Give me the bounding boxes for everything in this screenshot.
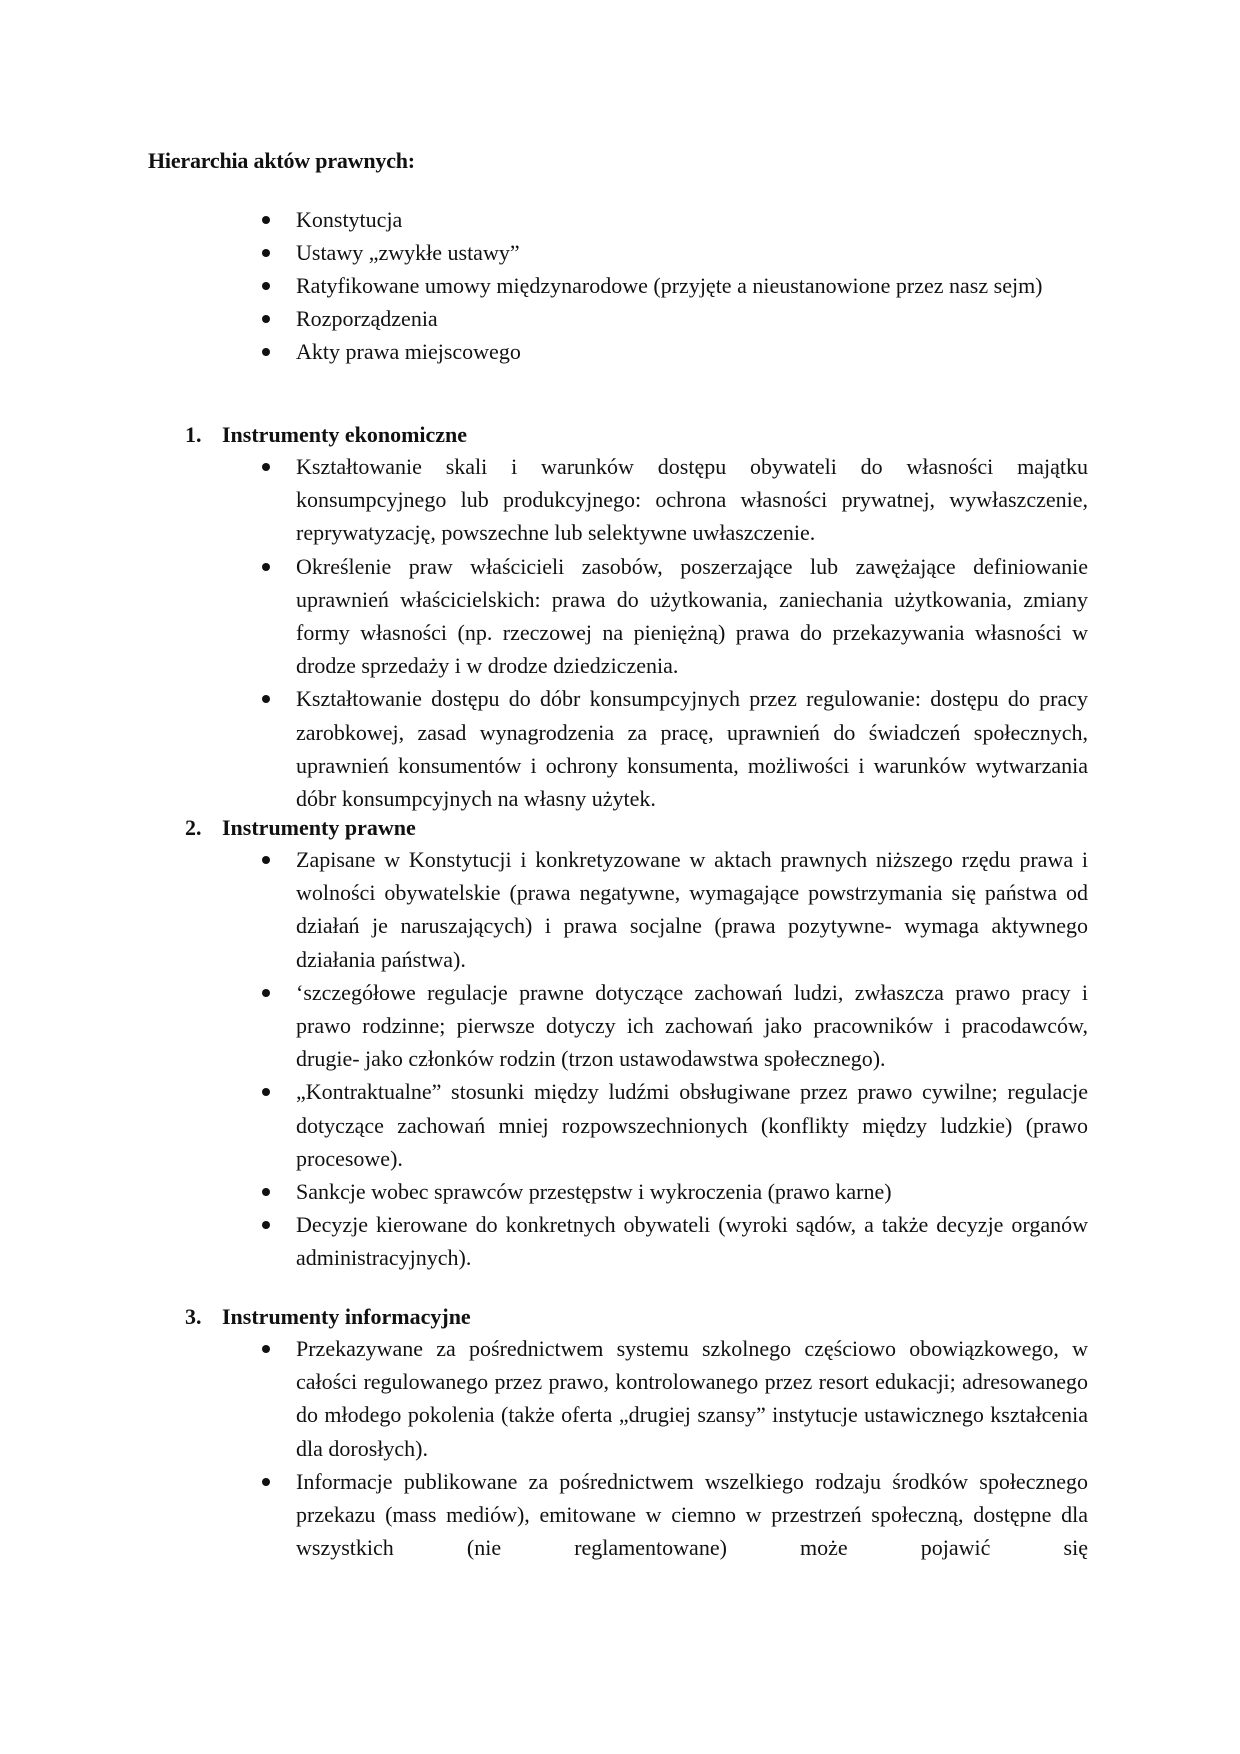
section-list xyxy=(262,1332,1088,1564)
section-list xyxy=(262,450,1088,815)
bullet-icon xyxy=(262,315,270,323)
section-title: Instrumenty prawne xyxy=(222,815,416,840)
bullet-icon xyxy=(262,1188,270,1196)
bullet-icon xyxy=(262,1221,270,1229)
bullet-icon xyxy=(262,348,270,356)
list-item: Sankcje wobec sprawców przestępstw i wykroczenia (prawo karne) xyxy=(262,1175,1088,1208)
section-heading xyxy=(185,1302,1090,1332)
bullet-icon xyxy=(262,563,270,571)
hierarchy-item: Konstytucja xyxy=(262,203,1092,236)
section-number: 1. xyxy=(185,422,202,447)
bullet-icon xyxy=(262,282,270,290)
bullet-icon xyxy=(262,989,270,997)
section-title: Instrumenty ekonomiczne xyxy=(222,422,468,447)
bullet-icon xyxy=(262,1345,270,1353)
section-number: 2. xyxy=(185,815,202,840)
list-item: Określenie praw właścicieli zasobów, poszerzające lub zawężające definiowanie uprawnień właścicielskich: prawa do użytkowania, zaniechania użytkowania, zmiany formy własności (np. rzeczowej na pieniężną) prawa do przekazywania własności w drodze sprzedaży i w drodze dziedziczenia. xyxy=(262,550,1088,683)
bullet-icon xyxy=(262,1088,270,1096)
hierarchy-list xyxy=(262,203,1092,368)
section-legal-instruments xyxy=(185,813,1090,1275)
section-heading xyxy=(185,813,1090,843)
document-title: Hierarchia aktów prawnych: xyxy=(148,148,415,173)
list-item: Zapisane w Konstytucji i konkretyzowane w aktach prawnych niższego rzędu prawa i wolności obywatelskie (prawa negatywne, wymagające powstrzymania się państwa od działań je naruszających) i prawa socjalne (prawa pozytywne- wymaga aktywnego działania państwa). xyxy=(262,843,1088,976)
section-information-instruments xyxy=(185,1302,1090,1564)
bullet-icon xyxy=(262,463,270,471)
section-number: 3. xyxy=(185,1304,202,1329)
section-economic-instruments xyxy=(185,420,1090,815)
list-item: ‘szczegółowe regulacje prawne dotyczące zachowań ludzi, zwłaszcza prawo pracy i prawo rodzinne; pierwsze dotyczy ich zachowań jako pracowników i pracodawców, drugie- jako członków rodzin (trzon ustawodawstwa społecznego). xyxy=(262,976,1088,1076)
hierarchy-item: Ustawy „zwykłe ustawy” xyxy=(262,236,1092,269)
list-item: Przekazywane za pośrednictwem systemu szkolnego częściowo obowiązkowego, w całości regulowanego przez prawo, kontrolowanego przez resort edukacji; adresowanego do młodego pokolenia (także oferta „drugiej szansy” instytucje ustawicznego kształcenia dla dorosłych). xyxy=(262,1332,1088,1465)
section-heading xyxy=(185,420,1090,450)
hierarchy-item: Rozporządzenia xyxy=(262,302,1092,335)
hierarchy-item: Akty prawa miejscowego xyxy=(262,335,1092,368)
section-title: Instrumenty informacyjne xyxy=(222,1304,471,1329)
list-item: Decyzje kierowane do konkretnych obywateli (wyroki sądów, a także decyzje organów administracyjnych). xyxy=(262,1208,1088,1274)
bullet-icon xyxy=(262,1478,270,1486)
bullet-icon xyxy=(262,856,270,864)
bullet-icon xyxy=(262,249,270,257)
bullet-icon xyxy=(262,216,270,224)
list-item: Informacje publikowane za pośrednictwem wszelkiego rodzaju środków społecznego przekazu (mass mediów), emitowane w ciemno w przestrzeń społeczną, dostępne dla wszystkich (nie reglamentowane) może pojawić się xyxy=(262,1465,1088,1565)
section-list xyxy=(262,843,1088,1275)
hierarchy-item: Ratyfikowane umowy międzynarodowe (przyjęte a nieustanowione przez nasz sejm) xyxy=(262,269,1092,302)
list-item: Kształtowanie skali i warunków dostępu obywateli do własności majątku konsumpcyjnego lub produkcyjnego: ochrona własności prywatnej, wywłaszczenie, reprywatyzację, powszechne lub selektywne uwłaszczenie. xyxy=(262,450,1088,550)
list-item: „Kontraktualne” stosunki między ludźmi obsługiwane przez prawo cywilne; regulacje dotyczące zachowań mniej rozpowszechnionych (konflikty między ludzkie) (prawo procesowe). xyxy=(262,1075,1088,1175)
bullet-icon xyxy=(262,695,270,703)
list-item: Kształtowanie dostępu do dóbr konsumpcyjnych przez regulowanie: dostępu do pracy zarobkowej, zasad wynagrodzenia za pracę, uprawnień do świadczeń społecznych, uprawnień konsumentów i ochrony konsumenta, możliwości i warunków wytwarzania dóbr konsumpcyjnych na własny użytek. xyxy=(262,682,1088,815)
